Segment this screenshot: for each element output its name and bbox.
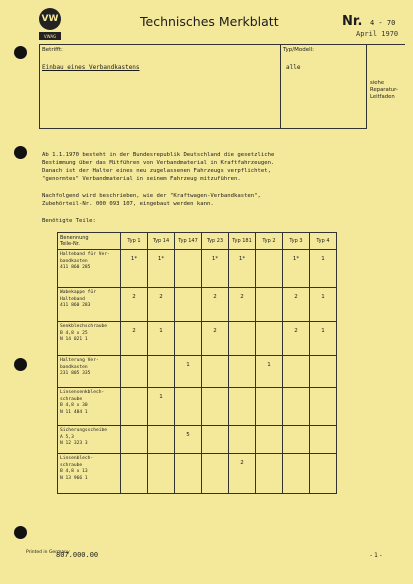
divider bbox=[39, 44, 405, 45]
betrifft-label: Betrifft: bbox=[42, 47, 63, 53]
quantity-cell: 1* bbox=[202, 250, 229, 288]
quantity-cell bbox=[121, 426, 148, 454]
quantity-cell bbox=[256, 250, 283, 288]
page-number: - 1 - bbox=[370, 552, 382, 559]
table-row bbox=[58, 426, 337, 454]
vw-logo: VW bbox=[39, 8, 61, 30]
punch-hole bbox=[14, 526, 27, 539]
paragraph: Nachfolgend wird beschrieben, wie der "Kraftwagen-Verbandkasten", Zubehörteil-Nr. 000 093 107, eingebaut werden kann. bbox=[42, 193, 261, 207]
column-header-type: Typ 2 bbox=[256, 233, 283, 250]
quantity-cell bbox=[229, 356, 256, 388]
part-name: Halterung Ver- bandkasten 231 805 335 bbox=[58, 356, 121, 388]
quantity-cell bbox=[283, 356, 310, 388]
divider bbox=[39, 128, 366, 129]
footer-code: 807.000.00 bbox=[56, 551, 99, 559]
date: April 1970 bbox=[356, 30, 399, 38]
punch-hole bbox=[14, 358, 27, 371]
quantity-cell bbox=[256, 322, 283, 356]
quantity-cell bbox=[310, 388, 337, 426]
quantity-cell bbox=[310, 356, 337, 388]
quantity-cell: 2 bbox=[229, 454, 256, 494]
quantity-cell: 2 bbox=[283, 288, 310, 322]
footer-printed: Printed in Germany bbox=[26, 550, 70, 555]
nr-label: Nr. bbox=[342, 14, 363, 29]
quantity-cell bbox=[175, 288, 202, 322]
column-header-type: Typ 23 bbox=[202, 233, 229, 250]
quantity-cell bbox=[175, 388, 202, 426]
quantity-cell bbox=[202, 426, 229, 454]
part-name: Halteband für Ver- bandkasten 411 860 285 bbox=[58, 250, 121, 288]
quantity-cell bbox=[229, 388, 256, 426]
parts-table bbox=[57, 232, 337, 494]
quantity-cell: 2 bbox=[148, 288, 175, 322]
quantity-cell: 1* bbox=[283, 250, 310, 288]
quantity-cell: 1* bbox=[121, 250, 148, 288]
table-row bbox=[58, 388, 337, 426]
divider bbox=[39, 44, 40, 129]
quantity-cell: 2 bbox=[229, 288, 256, 322]
typ-label: Typ/Modell: bbox=[283, 47, 314, 53]
quantity-cell bbox=[283, 454, 310, 494]
table-row bbox=[58, 250, 337, 288]
table-row bbox=[58, 322, 337, 356]
typ-value: alle bbox=[286, 64, 301, 71]
quantity-cell bbox=[310, 454, 337, 494]
quantity-cell bbox=[283, 426, 310, 454]
quantity-cell: 5 bbox=[175, 426, 202, 454]
part-name: Linsensenkblech- schraube B 4,8 x 30 N 11 484 1 bbox=[58, 388, 121, 426]
quantity-cell bbox=[121, 454, 148, 494]
quantity-cell: 2 bbox=[283, 322, 310, 356]
quantity-cell bbox=[310, 426, 337, 454]
punch-hole bbox=[14, 146, 27, 159]
quantity-cell: 1 bbox=[310, 288, 337, 322]
quantity-cell bbox=[121, 388, 148, 426]
quantity-cell bbox=[202, 388, 229, 426]
column-header-type: Typ 14 bbox=[148, 233, 175, 250]
brand-box: VWAG bbox=[39, 32, 61, 40]
punch-hole bbox=[14, 46, 27, 59]
quantity-cell bbox=[229, 426, 256, 454]
quantity-cell bbox=[256, 288, 283, 322]
divider bbox=[280, 44, 281, 129]
quantity-cell bbox=[121, 356, 148, 388]
column-header-name: Benennung Teile-Nr. bbox=[58, 233, 121, 250]
quantity-cell bbox=[202, 454, 229, 494]
quantity-cell: 1 bbox=[175, 356, 202, 388]
quantity-cell: 1* bbox=[229, 250, 256, 288]
column-header-type: Typ 147 bbox=[175, 233, 202, 250]
part-name: Senkblechschraube B 4,8 x 25 N 14 021 1 bbox=[58, 322, 121, 356]
part-name: Sicherungsscheibe A 5,3 N 12 323 3 bbox=[58, 426, 121, 454]
part-name: Linsenblech- schraube B 4,8 x 13 N 13 966 1 bbox=[58, 454, 121, 494]
quantity-cell: 1 bbox=[256, 356, 283, 388]
quantity-cell bbox=[283, 388, 310, 426]
column-header-type: Typ 4 bbox=[310, 233, 337, 250]
quantity-cell bbox=[256, 454, 283, 494]
betrifft-value: Einbau eines Verbandkastens bbox=[42, 64, 140, 71]
quantity-cell bbox=[202, 356, 229, 388]
nr-value: 4 - 70 bbox=[370, 19, 396, 27]
table-row bbox=[58, 356, 337, 388]
quantity-cell bbox=[175, 250, 202, 288]
quantity-cell bbox=[148, 454, 175, 494]
divider bbox=[366, 44, 367, 129]
quantity-cell: 1 bbox=[148, 388, 175, 426]
quantity-cell bbox=[148, 356, 175, 388]
quantity-cell: 1 bbox=[148, 322, 175, 356]
quantity-cell bbox=[256, 388, 283, 426]
column-header-type: Typ 181 bbox=[229, 233, 256, 250]
quantity-cell: 1 bbox=[310, 322, 337, 356]
quantity-cell: 1* bbox=[148, 250, 175, 288]
quantity-cell bbox=[175, 322, 202, 356]
column-header-type: Typ 3 bbox=[283, 233, 310, 250]
table-row bbox=[58, 288, 337, 322]
quantity-cell: 2 bbox=[121, 322, 148, 356]
quantity-cell: 2 bbox=[121, 288, 148, 322]
quantity-cell: 2 bbox=[202, 288, 229, 322]
table-header-row bbox=[58, 233, 337, 250]
quantity-cell bbox=[175, 454, 202, 494]
quantity-cell: 2 bbox=[202, 322, 229, 356]
reference-note: siehe Reparatur- Leitfaden bbox=[370, 80, 398, 100]
table-row bbox=[58, 454, 337, 494]
part-name: Wabekappe für Halteband 411 860 283 bbox=[58, 288, 121, 322]
column-header-type: Typ 1 bbox=[121, 233, 148, 250]
quantity-cell: 1 bbox=[310, 250, 337, 288]
page-title: Technisches Merkblatt bbox=[140, 14, 279, 29]
parts-heading: Benötigte Teile: bbox=[42, 218, 96, 224]
quantity-cell bbox=[256, 426, 283, 454]
quantity-cell bbox=[229, 322, 256, 356]
paragraph: Ab 1.1.1970 besteht in der Bundesrepublik Deutschland die gesetzliche Bestimmung über das Mitführen von Verbandmaterial in Kraftfahrzeugen. Danach ist der Halter eines neu zugelassenen Fahrzeugs verpflichtet, "genormtes" Verbandmaterial in seinem Fahrzeug mitzuführen. bbox=[42, 152, 275, 182]
quantity-cell bbox=[148, 426, 175, 454]
